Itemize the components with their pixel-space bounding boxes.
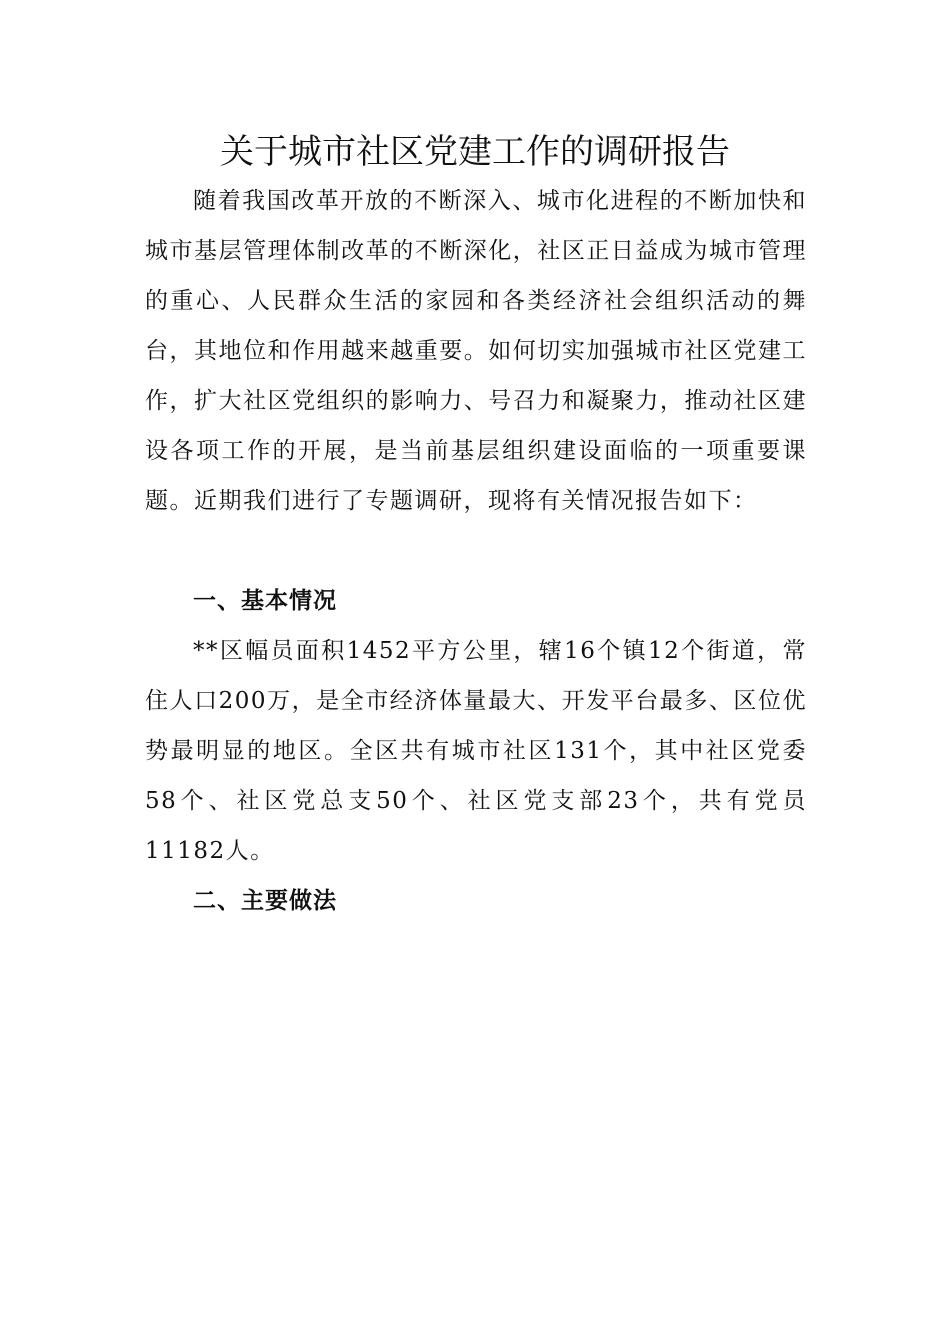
- basic-situation-paragraph: **区幅员面积1452平方公里，辖16个镇12个街道，常住人口200万，是全市经济体量最大、开发平台最多、区位优势最明显的地区。全区共有城市社区131个，其中社区党委58个、社区党总支50个、社区党支部23个，共有党员11182人。: [145, 638, 807, 864]
- section-heading-basic-situation: 一、基本情况: [193, 588, 337, 614]
- intro-paragraph: 随着我国改革开放的不断深入、城市化进程的不断加快和城市基层管理体制改革的不断深化，社区正日益成为城市管理的重心、人民群众生活的家园和各类经济社会组织活动的舞台，其地位和作用越来越重要。如何切实加强城市社区党建工作，扩大社区党组织的影响力、号召力和凝聚力，推动社区建设各项工作的开展，是当前基层组织建设面临的一项重要课题。近期我们进行了专题调研，现将有关情况报告如下：: [145, 188, 807, 514]
- document-title: 关于城市社区党建工作的调研报告: [220, 132, 730, 172]
- section-heading-main-practices: 二、主要做法: [193, 888, 337, 914]
